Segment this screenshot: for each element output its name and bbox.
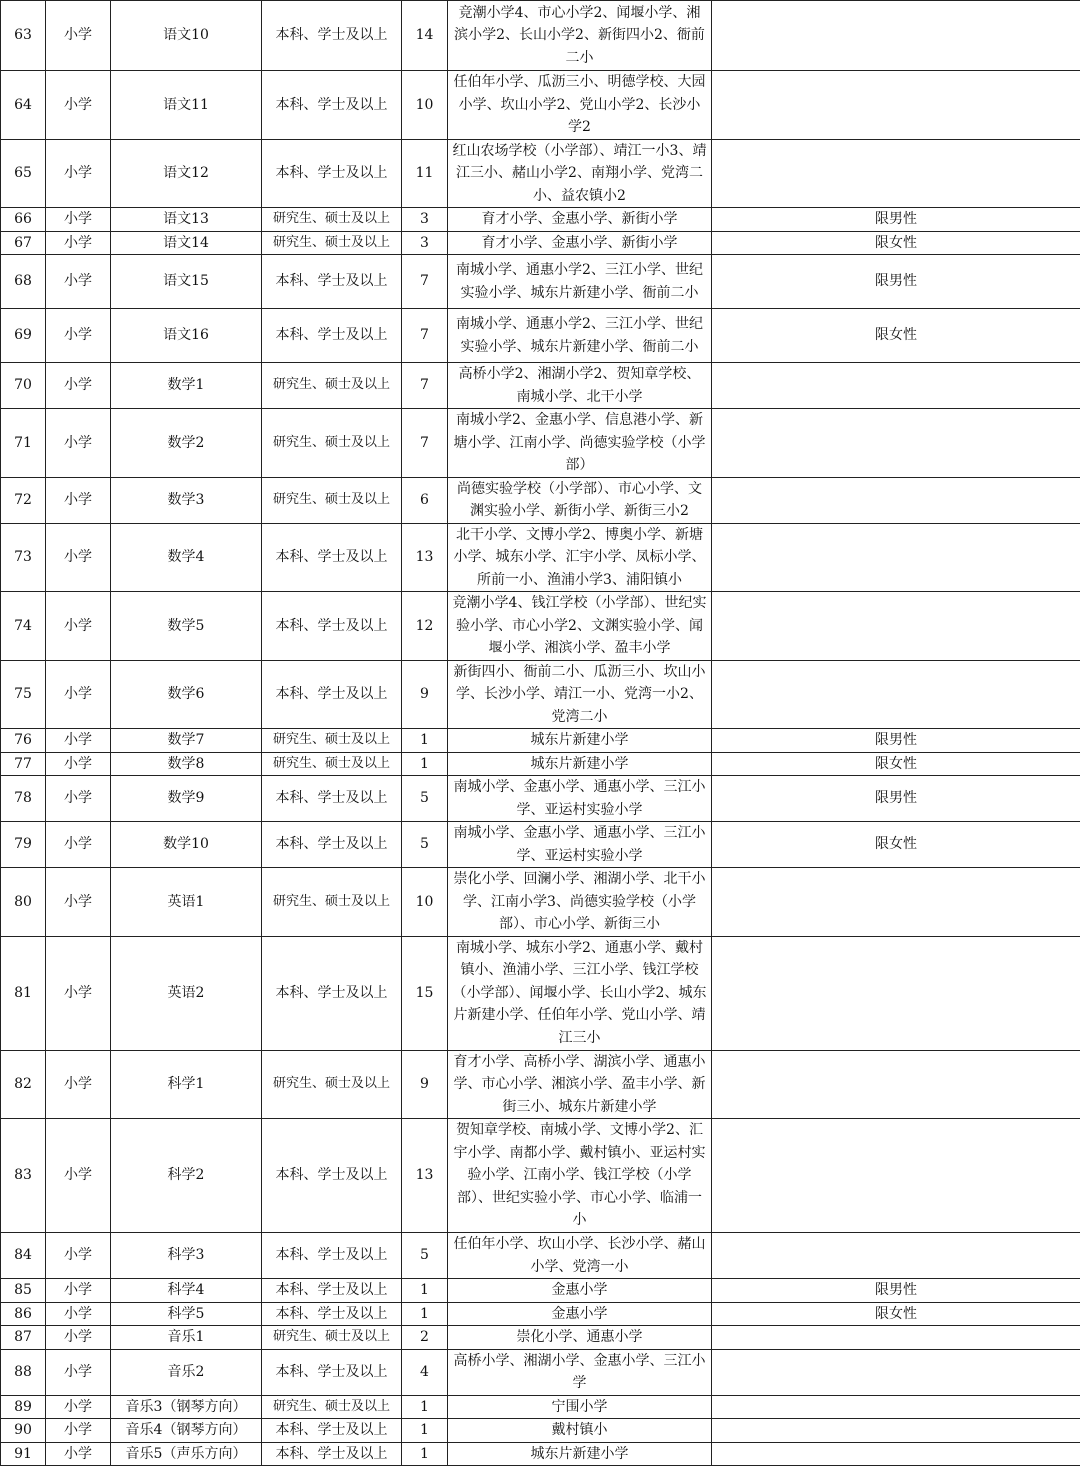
- cell-education: 研究生、硕士及以上: [262, 1395, 402, 1419]
- cell-schools: 任伯年小学、瓜沥三小、明德学校、大园小学、坎山小学2、党山小学2、长沙小学2: [448, 71, 712, 140]
- cell-education: 研究生、硕士及以上: [262, 477, 402, 523]
- cell-school-level: 小学: [46, 776, 111, 822]
- cell-count: 1: [402, 1442, 448, 1466]
- cell-schools: 崇化小学、通惠小学: [448, 1326, 712, 1350]
- cell-note: 限女性: [712, 752, 1080, 776]
- table-row: [1, 822, 1080, 868]
- cell-school-level: 小学: [46, 660, 111, 729]
- cell-schools: 红山农场学校（小学部）、靖江一小3、靖江三小、赭山小学2、南翔小学、党湾二小、益农镇小2: [448, 139, 712, 208]
- cell-schools: 城东片新建小学: [448, 1442, 712, 1466]
- cell-note: [712, 592, 1080, 661]
- table-row: [1, 1326, 1080, 1350]
- cell-number: 79: [1, 822, 46, 868]
- cell-note: 限女性: [712, 309, 1080, 363]
- cell-school-level: 小学: [46, 409, 111, 478]
- cell-number: 71: [1, 409, 46, 478]
- cell-number: 66: [1, 208, 46, 232]
- cell-school-level: 小学: [46, 936, 111, 1050]
- cell-count: 5: [402, 1233, 448, 1279]
- cell-number: 65: [1, 139, 46, 208]
- cell-education: 本科、学士及以上: [262, 1, 402, 71]
- cell-number: 80: [1, 868, 46, 937]
- cell-number: 88: [1, 1349, 46, 1395]
- cell-schools: 宁围小学: [448, 1395, 712, 1419]
- cell-note: [712, 477, 1080, 523]
- cell-education: 研究生、硕士及以上: [262, 729, 402, 753]
- cell-subject: 音乐5（声乐方向）: [111, 1442, 262, 1466]
- cell-subject: 语文16: [111, 309, 262, 363]
- cell-schools: 竞潮小学4、市心小学2、闻堰小学、湘滨小学2、长山小学2、新街四小2、衙前二小: [448, 1, 712, 71]
- table-row: [1, 477, 1080, 523]
- cell-note: [712, 1326, 1080, 1350]
- cell-schools: 北干小学、文博小学2、博奥小学、新塘小学、城东小学、汇宇小学、凤标小学、所前一小、渔浦小学3、浦阳镇小: [448, 523, 712, 592]
- cell-note: [712, 523, 1080, 592]
- cell-count: 7: [402, 309, 448, 363]
- cell-school-level: 小学: [46, 1302, 111, 1326]
- cell-number: 86: [1, 1302, 46, 1326]
- cell-number: 85: [1, 1279, 46, 1303]
- cell-number: 89: [1, 1395, 46, 1419]
- cell-school-level: 小学: [46, 363, 111, 409]
- cell-school-level: 小学: [46, 231, 111, 255]
- cell-subject: 语文11: [111, 71, 262, 140]
- table-row: [1, 1302, 1080, 1326]
- table-row: [1, 776, 1080, 822]
- cell-note: [712, 1395, 1080, 1419]
- cell-schools: 戴村镇小: [448, 1419, 712, 1443]
- cell-school-level: 小学: [46, 1119, 111, 1233]
- cell-subject: 语文10: [111, 1, 262, 71]
- cell-count: 1: [402, 1302, 448, 1326]
- cell-subject: 数学9: [111, 776, 262, 822]
- cell-schools: 城东片新建小学: [448, 729, 712, 753]
- cell-note: [712, 1, 1080, 71]
- cell-number: 72: [1, 477, 46, 523]
- cell-count: 1: [402, 1279, 448, 1303]
- cell-number: 68: [1, 255, 46, 309]
- cell-count: 15: [402, 936, 448, 1050]
- cell-count: 10: [402, 868, 448, 937]
- cell-school-level: 小学: [46, 255, 111, 309]
- cell-school-level: 小学: [46, 139, 111, 208]
- table-row: [1, 1119, 1080, 1233]
- cell-subject: 数学5: [111, 592, 262, 661]
- cell-number: 69: [1, 309, 46, 363]
- cell-school-level: 小学: [46, 1349, 111, 1395]
- cell-note: 限女性: [712, 1302, 1080, 1326]
- table-row: [1, 1279, 1080, 1303]
- cell-schools: 南城小学、城东小学2、通惠小学、戴村镇小、渔浦小学、三江小学、钱江学校（小学部）、闻堰小学、长山小学2、城东片新建小学、任伯年小学、党山小学、靖江三小: [448, 936, 712, 1050]
- cell-number: 76: [1, 729, 46, 753]
- cell-subject: 数学7: [111, 729, 262, 753]
- cell-schools: 贺知章学校、南城小学、文博小学2、汇宇小学、南都小学、戴村镇小、亚运村实验小学、江南小学、钱江学校（小学部）、世纪实验小学、市心小学、临浦一小: [448, 1119, 712, 1233]
- cell-note: 限男性: [712, 776, 1080, 822]
- table-row: [1, 255, 1080, 309]
- cell-school-level: 小学: [46, 1419, 111, 1443]
- cell-note: [712, 1050, 1080, 1119]
- cell-number: 67: [1, 231, 46, 255]
- cell-number: 74: [1, 592, 46, 661]
- cell-note: 限女性: [712, 231, 1080, 255]
- cell-education: 本科、学士及以上: [262, 822, 402, 868]
- cell-subject: 科学4: [111, 1279, 262, 1303]
- cell-subject: 音乐2: [111, 1349, 262, 1395]
- cell-school-level: 小学: [46, 868, 111, 937]
- cell-note: 限男性: [712, 255, 1080, 309]
- cell-school-level: 小学: [46, 1442, 111, 1466]
- cell-schools: 高桥小学、湘湖小学、金惠小学、三江小学: [448, 1349, 712, 1395]
- table-row: [1, 1442, 1080, 1466]
- cell-schools: 金惠小学: [448, 1302, 712, 1326]
- cell-schools: 育才小学、金惠小学、新街小学: [448, 231, 712, 255]
- cell-education: 研究生、硕士及以上: [262, 752, 402, 776]
- cell-subject: 科学3: [111, 1233, 262, 1279]
- table-row: [1, 523, 1080, 592]
- cell-count: 1: [402, 1419, 448, 1443]
- cell-school-level: 小学: [46, 729, 111, 753]
- cell-count: 11: [402, 139, 448, 208]
- table-row: [1, 729, 1080, 753]
- cell-note: [712, 363, 1080, 409]
- cell-count: 7: [402, 255, 448, 309]
- cell-schools: 金惠小学: [448, 1279, 712, 1303]
- cell-education: 研究生、硕士及以上: [262, 409, 402, 478]
- cell-count: 1: [402, 1395, 448, 1419]
- table-row: [1, 592, 1080, 661]
- table-row: [1, 309, 1080, 363]
- cell-count: 1: [402, 729, 448, 753]
- cell-note: 限男性: [712, 1279, 1080, 1303]
- cell-note: [712, 660, 1080, 729]
- table-row: [1, 868, 1080, 937]
- cell-schools: 南城小学、金惠小学、通惠小学、三江小学、亚运村实验小学: [448, 776, 712, 822]
- cell-education: 研究生、硕士及以上: [262, 363, 402, 409]
- cell-number: 87: [1, 1326, 46, 1350]
- cell-education: 研究生、硕士及以上: [262, 231, 402, 255]
- cell-subject: 数学8: [111, 752, 262, 776]
- cell-school-level: 小学: [46, 1326, 111, 1350]
- cell-education: 本科、学士及以上: [262, 139, 402, 208]
- cell-count: 5: [402, 822, 448, 868]
- cell-education: 本科、学士及以上: [262, 1302, 402, 1326]
- cell-number: 84: [1, 1233, 46, 1279]
- cell-education: 本科、学士及以上: [262, 71, 402, 140]
- cell-school-level: 小学: [46, 1050, 111, 1119]
- table-row: [1, 231, 1080, 255]
- cell-subject: 语文13: [111, 208, 262, 232]
- cell-school-level: 小学: [46, 1, 111, 71]
- cell-schools: 南城小学2、金惠小学、信息港小学、新塘小学、江南小学、尚德实验学校（小学部）: [448, 409, 712, 478]
- cell-count: 14: [402, 1, 448, 71]
- cell-education: 本科、学士及以上: [262, 936, 402, 1050]
- cell-count: 9: [402, 1050, 448, 1119]
- table-row: [1, 1349, 1080, 1395]
- cell-note: 限男性: [712, 729, 1080, 753]
- cell-subject: 科学2: [111, 1119, 262, 1233]
- cell-education: 研究生、硕士及以上: [262, 1326, 402, 1350]
- cell-school-level: 小学: [46, 208, 111, 232]
- cell-note: [712, 1442, 1080, 1466]
- table-row: [1, 752, 1080, 776]
- cell-note: 限女性: [712, 822, 1080, 868]
- cell-school-level: 小学: [46, 1279, 111, 1303]
- cell-education: 本科、学士及以上: [262, 1233, 402, 1279]
- cell-note: [712, 409, 1080, 478]
- cell-subject: 数学1: [111, 363, 262, 409]
- cell-school-level: 小学: [46, 309, 111, 363]
- cell-school-level: 小学: [46, 752, 111, 776]
- table-row: [1, 936, 1080, 1050]
- cell-education: 研究生、硕士及以上: [262, 208, 402, 232]
- cell-note: [712, 1233, 1080, 1279]
- table-row: [1, 208, 1080, 232]
- cell-school-level: 小学: [46, 71, 111, 140]
- cell-count: 10: [402, 71, 448, 140]
- cell-school-level: 小学: [46, 477, 111, 523]
- cell-count: 2: [402, 1326, 448, 1350]
- cell-education: 本科、学士及以上: [262, 1349, 402, 1395]
- cell-schools: 育才小学、金惠小学、新街小学: [448, 208, 712, 232]
- cell-subject: 语文15: [111, 255, 262, 309]
- cell-subject: 音乐1: [111, 1326, 262, 1350]
- cell-schools: 竞潮小学4、钱江学校（小学部）、世纪实验小学、市心小学2、文渊实验小学、闻堰小学、湘滨小学、盈丰小学: [448, 592, 712, 661]
- cell-subject: 数学3: [111, 477, 262, 523]
- cell-count: 9: [402, 660, 448, 729]
- table-row: [1, 71, 1080, 140]
- cell-education: 本科、学士及以上: [262, 1119, 402, 1233]
- cell-school-level: 小学: [46, 523, 111, 592]
- cell-schools: 任伯年小学、坎山小学、长沙小学、赭山小学、党湾一小: [448, 1233, 712, 1279]
- cell-subject: 数学10: [111, 822, 262, 868]
- cell-subject: 数学2: [111, 409, 262, 478]
- cell-note: 限男性: [712, 208, 1080, 232]
- table-row: [1, 1, 1080, 71]
- cell-schools: 崇化小学、回澜小学、湘湖小学、北干小学、江南小学3、尚德实验学校（小学部）、市心小学、新街三小: [448, 868, 712, 937]
- cell-count: 13: [402, 1119, 448, 1233]
- cell-schools: 新街四小、衙前二小、瓜沥三小、坎山小学、长沙小学、靖江一小、党湾一小2、党湾二小: [448, 660, 712, 729]
- cell-schools: 高桥小学2、湘湖小学2、贺知章学校、南城小学、北干小学: [448, 363, 712, 409]
- cell-number: 64: [1, 71, 46, 140]
- cell-schools: 南城小学、通惠小学2、三江小学、世纪实验小学、城东片新建小学、衙前二小: [448, 255, 712, 309]
- cell-school-level: 小学: [46, 1395, 111, 1419]
- cell-note: [712, 1419, 1080, 1443]
- cell-schools: 城东片新建小学: [448, 752, 712, 776]
- cell-count: 3: [402, 208, 448, 232]
- cell-note: [712, 71, 1080, 140]
- cell-count: 3: [402, 231, 448, 255]
- cell-subject: 音乐4（钢琴方向）: [111, 1419, 262, 1443]
- cell-count: 4: [402, 1349, 448, 1395]
- cell-number: 90: [1, 1419, 46, 1443]
- cell-number: 78: [1, 776, 46, 822]
- cell-count: 12: [402, 592, 448, 661]
- table-row: [1, 660, 1080, 729]
- cell-education: 本科、学士及以上: [262, 776, 402, 822]
- cell-education: 本科、学士及以上: [262, 1442, 402, 1466]
- cell-note: [712, 936, 1080, 1050]
- cell-count: 7: [402, 363, 448, 409]
- cell-count: 6: [402, 477, 448, 523]
- table-row: [1, 139, 1080, 208]
- cell-subject: 音乐3（钢琴方向）: [111, 1395, 262, 1419]
- cell-education: 研究生、硕士及以上: [262, 868, 402, 937]
- cell-schools: 尚德实验学校（小学部）、市心小学、文渊实验小学、新街小学、新街三小2: [448, 477, 712, 523]
- cell-education: 本科、学士及以上: [262, 255, 402, 309]
- table-row: [1, 1050, 1080, 1119]
- table-row: [1, 409, 1080, 478]
- cell-count: 7: [402, 409, 448, 478]
- cell-education: 本科、学士及以上: [262, 592, 402, 661]
- cell-number: 91: [1, 1442, 46, 1466]
- cell-note: [712, 139, 1080, 208]
- cell-education: 本科、学士及以上: [262, 660, 402, 729]
- cell-subject: 科学1: [111, 1050, 262, 1119]
- cell-subject: 语文12: [111, 139, 262, 208]
- cell-subject: 英语2: [111, 936, 262, 1050]
- cell-number: 82: [1, 1050, 46, 1119]
- cell-education: 本科、学士及以上: [262, 1279, 402, 1303]
- cell-subject: 科学5: [111, 1302, 262, 1326]
- cell-number: 70: [1, 363, 46, 409]
- table-row: [1, 1395, 1080, 1419]
- cell-school-level: 小学: [46, 592, 111, 661]
- cell-schools: 南城小学、金惠小学、通惠小学、三江小学、亚运村实验小学: [448, 822, 712, 868]
- cell-number: 83: [1, 1119, 46, 1233]
- cell-subject: 数学6: [111, 660, 262, 729]
- cell-education: 本科、学士及以上: [262, 309, 402, 363]
- cell-note: [712, 1349, 1080, 1395]
- cell-education: 本科、学士及以上: [262, 523, 402, 592]
- cell-schools: 南城小学、通惠小学2、三江小学、世纪实验小学、城东片新建小学、衙前二小: [448, 309, 712, 363]
- cell-number: 75: [1, 660, 46, 729]
- cell-note: [712, 1119, 1080, 1233]
- cell-school-level: 小学: [46, 1233, 111, 1279]
- cell-education: 本科、学士及以上: [262, 1419, 402, 1443]
- cell-education: 研究生、硕士及以上: [262, 1050, 402, 1119]
- cell-count: 13: [402, 523, 448, 592]
- cell-number: 63: [1, 1, 46, 71]
- cell-subject: 语文14: [111, 231, 262, 255]
- cell-schools: 育才小学、高桥小学、湖滨小学、通惠小学、市心小学、湘滨小学、盈丰小学、新街三小、城东片新建小学: [448, 1050, 712, 1119]
- table-row: [1, 1233, 1080, 1279]
- table-row: [1, 363, 1080, 409]
- cell-number: 73: [1, 523, 46, 592]
- cell-count: 1: [402, 752, 448, 776]
- cell-school-level: 小学: [46, 822, 111, 868]
- cell-note: [712, 868, 1080, 937]
- cell-subject: 数学4: [111, 523, 262, 592]
- table-row: [1, 1419, 1080, 1443]
- cell-number: 77: [1, 752, 46, 776]
- cell-number: 81: [1, 936, 46, 1050]
- cell-subject: 英语1: [111, 868, 262, 937]
- cell-count: 5: [402, 776, 448, 822]
